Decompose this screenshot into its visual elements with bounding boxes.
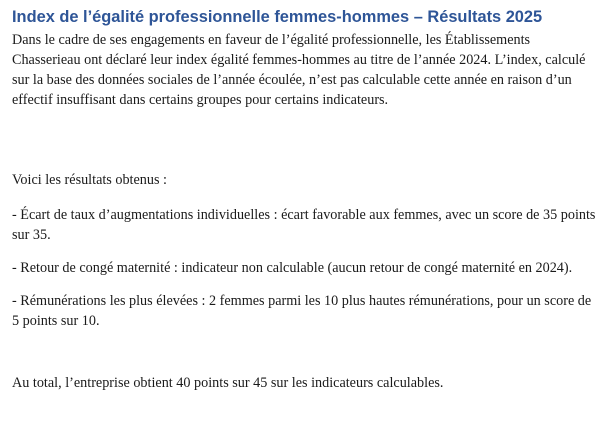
result-item-augmentations: - Écart de taux d’augmentations individuelles : écart favorable aux femmes, avec un score de 35 points sur 35. — [12, 207, 596, 243]
result-item-hautes-remunerations: - Rémunérations les plus élevées : 2 femmes parmi les 10 plus hautes rémunérations, pour un score de 5 points sur 10. — [12, 293, 592, 329]
results-lead: Voici les résultats obtenus : — [12, 172, 167, 188]
conclusion-paragraph: Au total, l’entreprise obtient 40 points sur 45 sur les indicateurs calculables. — [12, 375, 444, 391]
document-body — [12, 6, 598, 393]
result-item-conge-maternite: - Retour de congé maternité : indicateur non calculable (aucun retour de congé maternité en 2024). — [12, 260, 573, 276]
intro-paragraph: Dans le cadre de ses engagements en faveur de l’égalité professionnelle, les Établissements Chasserieau ont déclaré leur index égalité femmes-hommes au titre de l’année 2024. L’index, calculé sur la base des données sociales de l’année écoulée, n’est pas calculable cette année en raison d’un effectif insuffisant dans certains groupes pour certains indicateurs. — [12, 32, 586, 108]
results-list — [12, 205, 598, 331]
page-title: Index de l’égalité professionnelle femmes-hommes – Résultats 2025 — [12, 8, 543, 26]
